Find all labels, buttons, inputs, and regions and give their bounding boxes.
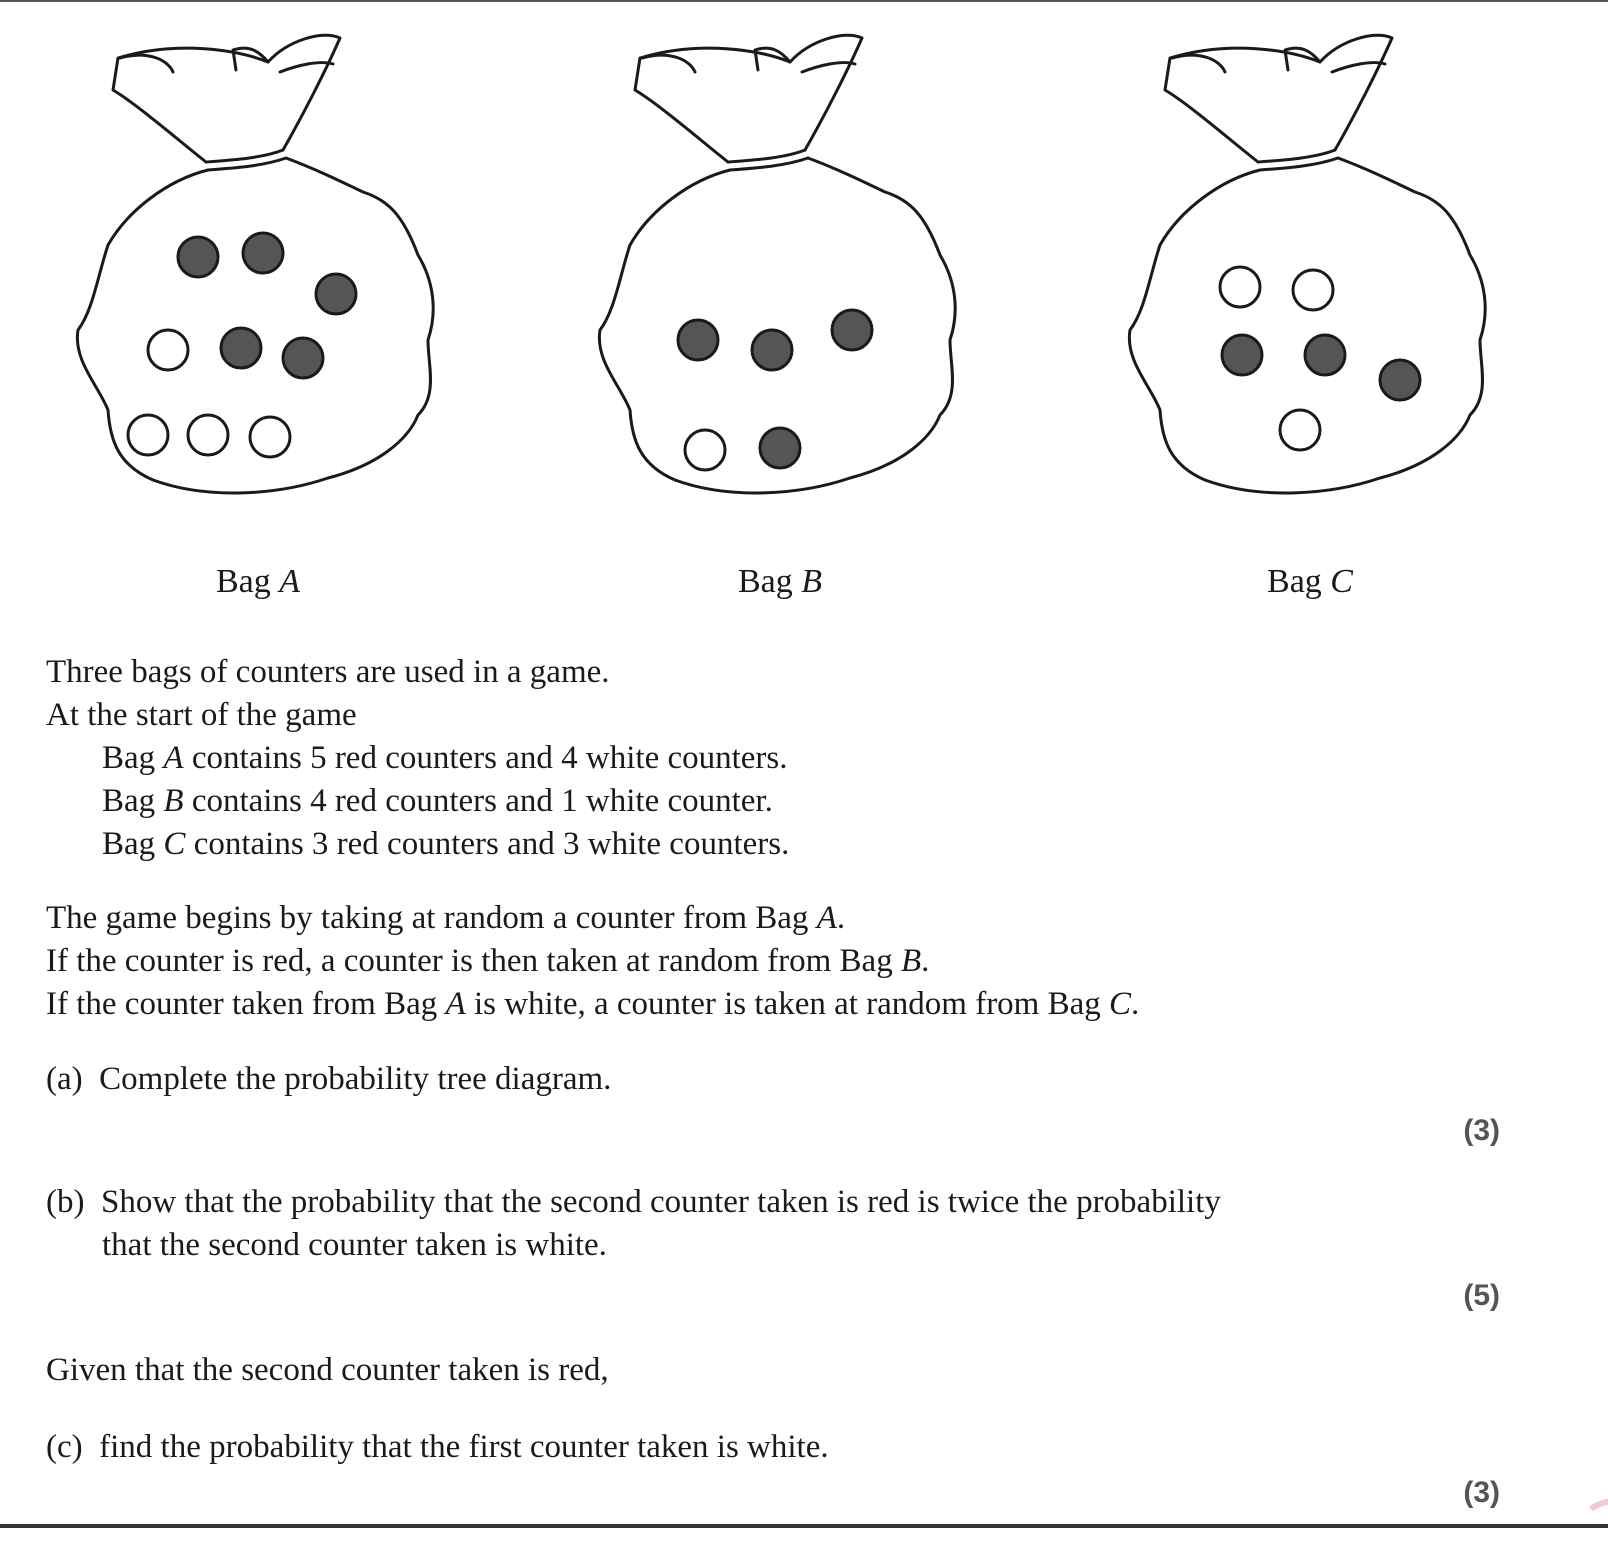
bag-b <box>580 10 980 600</box>
bag-a-counters <box>128 233 356 457</box>
bag-c <box>1110 10 1510 600</box>
white-counter <box>250 417 290 457</box>
bottom-rule <box>0 1524 1608 1528</box>
white-counter <box>148 330 188 370</box>
red-counter <box>283 338 323 378</box>
red-counter <box>678 320 718 360</box>
bag-c-tie <box>1258 150 1338 170</box>
question-b-text-1: Show that the probability that the second counter taken is red is twice the probability <box>100 1184 1221 1220</box>
white-counter <box>1220 267 1260 307</box>
white-counter <box>128 415 168 455</box>
red-counter <box>1305 335 1345 375</box>
question-c-marks: (3) <box>1463 1476 1500 1509</box>
question-a-label: (a) <box>46 1061 83 1097</box>
red-counter <box>221 328 261 368</box>
question-b <box>46 1181 1221 1224</box>
red-counter <box>1380 360 1420 400</box>
bag-a-tie <box>206 150 286 170</box>
red-counter <box>316 274 356 314</box>
question-a <box>46 1058 611 1101</box>
bag-b-drawing <box>580 10 980 550</box>
rule-line-3: If the counter taken from Bag A is white, a counter is taken at random from Bag C. <box>46 986 1140 1022</box>
bag-c-drawing <box>1110 10 1510 550</box>
bag-c-counters <box>1220 267 1420 450</box>
white-counter <box>1293 270 1333 310</box>
bag-b-contents: Bag B contains 4 red counters and 1 white counter. <box>102 783 773 819</box>
question-c-text: find the probability that the first counter taken is white. <box>99 1429 829 1465</box>
red-counter <box>832 310 872 350</box>
page-curl-decoration <box>1580 1498 1608 1550</box>
rule-line-2: If the counter is red, a counter is then taken at random from Bag B. <box>46 943 930 979</box>
bag-a <box>58 10 458 600</box>
bag-b-label: Bag B <box>737 563 823 600</box>
intro-line-2: At the start of the game <box>46 697 357 733</box>
bag-a-contents: Bag A contains 5 red counters and 4 white counters. <box>102 740 788 776</box>
white-counter <box>188 415 228 455</box>
bag-c-contents: Bag C contains 3 red counters and 3 white counters. <box>102 826 790 862</box>
red-counter <box>752 330 792 370</box>
question-b-label: (b) <box>46 1184 85 1220</box>
bag-b-tie <box>728 150 808 170</box>
bag-a-label: Bag A <box>215 563 301 600</box>
question-c-label: (c) <box>46 1429 83 1465</box>
red-counter <box>760 428 800 468</box>
given-statement: Given that the second counter taken is red, <box>46 1352 609 1388</box>
red-counter <box>243 233 283 273</box>
question-c <box>46 1426 829 1469</box>
white-counter <box>1280 410 1320 450</box>
question-a-marks: (3) <box>1463 1114 1500 1147</box>
bag-c-label: Bag C <box>1267 563 1353 600</box>
question-b-marks: (5) <box>1463 1279 1500 1312</box>
white-counter <box>685 430 725 470</box>
intro-line-1: Three bags of counters are used in a game. <box>46 654 610 690</box>
red-counter <box>1222 335 1262 375</box>
red-counter <box>178 237 218 277</box>
question-b-text-2: that the second counter taken is white. <box>102 1227 607 1263</box>
rule-line-1: The game begins by taking at random a counter from Bag A. <box>46 900 846 936</box>
bag-a-drawing <box>58 10 458 550</box>
bags-illustration <box>0 0 1608 620</box>
bag-b-counters <box>678 310 872 470</box>
question-a-text: Complete the probability tree diagram. <box>99 1061 612 1097</box>
